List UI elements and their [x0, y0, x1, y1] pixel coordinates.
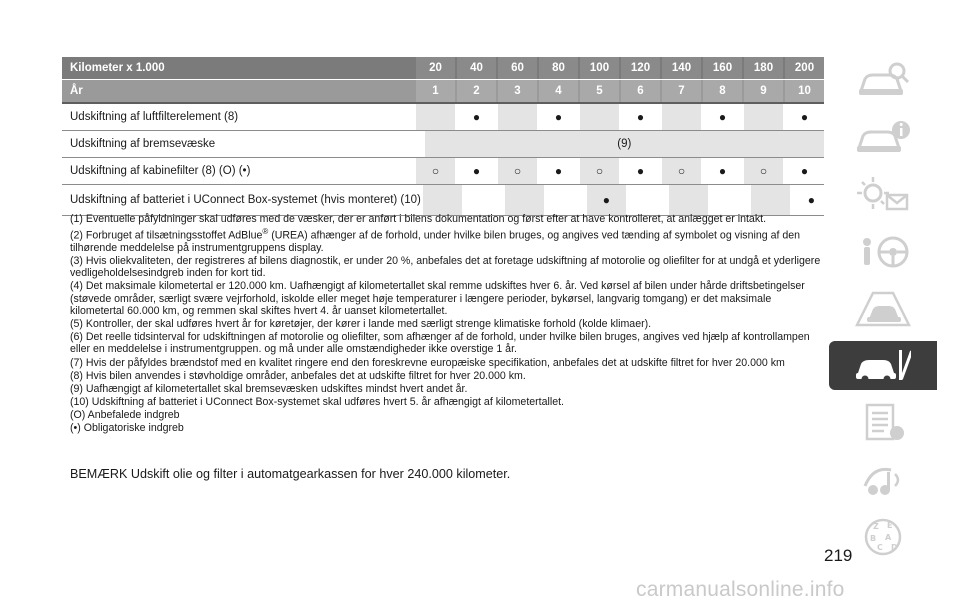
km-header-cell: 140 — [662, 57, 701, 79]
footnote: (4) Det maksimale kilometertal er 120.000 km. Uafhængigt af kilometertallet skal remme udskiftes hver 6. år. Ved kørsel af bilen under hårde driftsbetingelser (støvede områder, særligt svære vejrforhold, iskolde eller meget høje temperaturer i længere perioder, bykørsel, langvarig tomgang) er det maksimale kilometertal 60.000 km, og remmen skal skiftes hvert 4. år uanset kilometertallet. — [70, 280, 805, 317]
car-service-icon — [855, 346, 911, 386]
schedule-cell — [628, 185, 667, 215]
chapter-tab-car-search[interactable] — [829, 56, 937, 105]
schedule-cell: ● — [587, 185, 626, 215]
schedule-cell: ○ — [580, 158, 619, 184]
km-header-cell: 80 — [539, 57, 578, 79]
footnote: (7) Hvis der påfyldes brændstof med en kvalitet ringere end den foreskrevne europæiske specifikation, anbefales det at udskifte filtret for hver 20.000 km — [70, 356, 785, 369]
year-header-cell: 1 — [416, 80, 455, 102]
car-info-icon — [855, 118, 911, 158]
maintenance-schedule-table — [62, 57, 824, 216]
schedule-cell — [744, 104, 783, 130]
watermark: carmanualsonline.info — [636, 578, 845, 601]
schedule-cell: ○ — [416, 158, 455, 184]
year-header-cell: 4 — [539, 80, 578, 102]
km-header-row — [62, 57, 824, 79]
schedule-cell — [464, 185, 503, 215]
row-label: Udskiftning af bremsevæske — [70, 138, 216, 150]
year-header-cell: 3 — [498, 80, 537, 102]
year-header-cell: 7 — [662, 80, 701, 102]
schedule-cell — [669, 185, 708, 215]
schedule-cell: ● — [636, 164, 645, 178]
km-header-cell: 60 — [498, 57, 537, 79]
chapter-tab-road-driving[interactable] — [829, 284, 937, 333]
schedule-span-cell: (9) — [425, 131, 824, 157]
footnote: (•) Obligatoriske indgreb — [70, 422, 184, 435]
schedule-cell — [416, 104, 455, 130]
warning-lights-icon — [855, 175, 911, 215]
chapter-sidebar — [829, 56, 937, 569]
schedule-cell — [580, 104, 619, 130]
note-remark: BEMÆRK Udskift olie og filter i automatgearkassen for hver 240.000 kilometer. — [70, 467, 511, 481]
steering-safety-icon — [855, 232, 911, 272]
table-row — [62, 131, 824, 158]
year-header-cell: 9 — [744, 80, 783, 102]
footnote: (3) Hvis oliekvaliteten, der registreres af bilens diagnostik, er under 20 %, anbefales det at foretage udskiftning af motorolie og oliefilter for at undgå et yderligere vedligeholdelsesindgreb inden for kort tid. — [70, 255, 821, 280]
svg-text:E: E — [887, 520, 893, 530]
km-header-cell: 120 — [621, 57, 660, 79]
footnote: (1) Eventuelle påfyldninger skal udføres med de væsker, der er anført i bilens dokumentation og først efter at have kontrolleret, at anlægget er intakt. — [70, 213, 767, 225]
schedule-cell — [710, 185, 749, 215]
schedule-cell: ● — [718, 164, 727, 178]
svg-text:B: B — [870, 533, 877, 543]
km-header-cell: 200 — [785, 57, 824, 79]
schedule-cell: ○ — [662, 158, 701, 184]
km-header-label: Kilometer x 1.000 — [70, 62, 165, 74]
footnote: (8) Hvis bilen anvendes i støvholdige områder, anbefales det at udskifte filtret for hver 20.000 km. — [70, 369, 526, 382]
table-row — [62, 185, 824, 216]
km-header-cell: 100 — [580, 57, 619, 79]
schedule-cell: ○ — [498, 158, 537, 184]
footnote: (2) Forbruget af tilsætningsstoffet AdBlue® (UREA) afhænger af de forhold, under hvilke bilen bruges, og angives ved tænding af symbolet og visning af den tilhørende meddelelse på instrumentgruppens display. — [70, 227, 801, 254]
chapter-tab-car-service[interactable] — [829, 341, 937, 390]
schedule-cell: ● — [636, 110, 645, 124]
footnote: (5) Kontroller, der skal udføres hvert år for køretøjer, der kører i lande med særligt strenge klimatiske forhold (kolde klimaer). — [70, 318, 652, 331]
schedule-cell — [498, 104, 537, 130]
footnotes — [70, 213, 828, 435]
year-header-cell: 5 — [580, 80, 619, 102]
row-label: Udskiftning af batteriet i UConnect Box-systemet (hvis monteret) (10) — [70, 194, 421, 206]
year-header-cell: 10 — [785, 80, 824, 102]
svg-text:Z: Z — [873, 521, 879, 531]
table-row — [62, 158, 824, 185]
schedule-cell — [662, 104, 701, 130]
footnote: (O) Anbefalede indgreb — [70, 408, 180, 421]
schedule-cell: ● — [472, 110, 481, 124]
schedule-cell — [546, 185, 585, 215]
table-row — [62, 102, 824, 131]
schedule-cell: ○ — [744, 158, 783, 184]
page-number: 219 — [824, 546, 853, 565]
year-header-cell: 2 — [457, 80, 496, 102]
schedule-cell: ● — [554, 164, 563, 178]
schedule-cell — [505, 185, 544, 215]
car-search-icon — [855, 61, 911, 101]
schedule-cell: ● — [554, 110, 563, 124]
svg-text:D: D — [891, 542, 898, 552]
km-header-cell: 40 — [457, 57, 496, 79]
year-header-cell: 6 — [621, 80, 660, 102]
schedule-cell — [423, 185, 462, 215]
footnote: (9) Uafhængigt af kilometertallet skal bremsevæsken udskiftes mindst hvert andet år. — [70, 382, 468, 395]
chapter-tab-document-list[interactable] — [829, 398, 937, 447]
chapter-tab-car-info[interactable] — [829, 113, 937, 162]
schedule-cell: ● — [800, 110, 809, 124]
road-driving-icon — [855, 289, 911, 329]
schedule-cell: ● — [807, 193, 816, 207]
schedule-cell: ● — [472, 164, 481, 178]
alphabet-index-icon — [855, 517, 911, 557]
chapter-tab-multimedia[interactable] — [829, 455, 937, 504]
svg-text:C: C — [877, 542, 883, 552]
year-header-label: År — [70, 85, 83, 97]
row-label: Udskiftning af kabinefilter (8) (O) (•) — [70, 165, 251, 177]
multimedia-icon — [855, 460, 911, 500]
km-header-cell: 180 — [744, 57, 783, 79]
km-header-cell: 20 — [416, 57, 455, 79]
year-header-cell: 8 — [703, 80, 742, 102]
schedule-cell: ● — [800, 164, 809, 178]
km-header-cell: 160 — [703, 57, 742, 79]
chapter-tab-warning-lights[interactable] — [829, 170, 937, 219]
schedule-cell — [751, 185, 790, 215]
document-list-icon — [855, 403, 911, 443]
svg-text:A: A — [885, 532, 892, 542]
footnote: (10) Udskiftning af batteriet i UConnect Box-systemet skal udføres hvert 5. år afhængigt af kilometertallet. — [70, 395, 565, 408]
year-header-row — [62, 80, 824, 102]
footnote: (6) Det reelle tidsinterval for udskiftningen af motorolie og oliefilter, som afhænger af de forhold, under hvilke bilen bruges, angives ved hjælp af kontrollampen eller en meddelelse i instrumentgruppen. og må under alle omstændigheder ikke overstige 1 år. — [70, 331, 810, 356]
row-label: Udskiftning af luftfilterelement (8) — [70, 111, 239, 123]
schedule-cell: ● — [718, 110, 727, 124]
chapter-tab-steering-safety[interactable] — [829, 227, 937, 276]
